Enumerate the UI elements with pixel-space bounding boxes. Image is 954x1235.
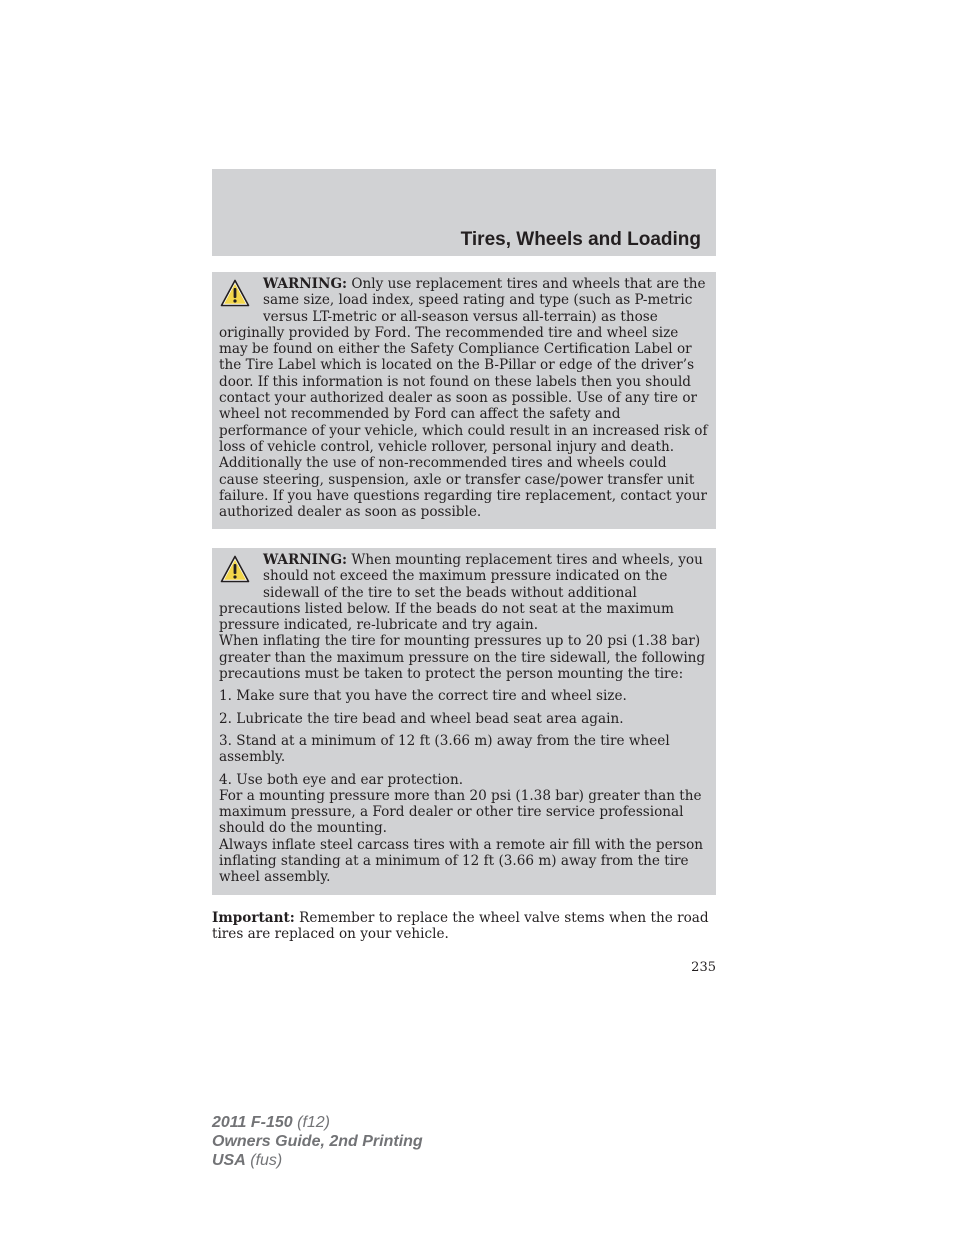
page-number: 235: [691, 960, 716, 975]
document-footer: [212, 1113, 423, 1170]
professional-mounting-note: For a mounting pressure more than 20 psi (1.38 bar) greater than the maximum pressure, a Ford dealer or other tire service professional should do the mounting.: [219, 787, 702, 837]
important-text: Remember to replace the wheel valve stems when the road tires are replaced on your vehicle.: [212, 910, 709, 943]
footer-market: USA: [212, 1152, 246, 1169]
footer-model-code: (f12): [297, 1114, 331, 1131]
precaution-step: 1. Make sure that you have the correct tire and wheel size.: [219, 688, 627, 705]
footer-line-edition: [212, 1132, 423, 1151]
warning-text: [219, 552, 709, 633]
remote-air-fill-note: Always inflate steel carcass tires with a remote air fill with the person inflating standing at a minimum of 12 ft (3.66 m) away from the tire wheel assembly.: [219, 836, 704, 886]
warning-triangle-icon: [220, 555, 250, 585]
precaution-step: 4. Use both eye and ear protection.: [219, 771, 464, 788]
warning-triangle-icon: [220, 279, 250, 309]
section-header-band: [212, 169, 716, 256]
footer-market-code: (fus): [250, 1152, 283, 1169]
important-note: [212, 910, 716, 943]
warning-box-mounting-pressure: [212, 548, 716, 895]
warning-label: WARNING:: [263, 276, 348, 292]
mounting-precautions-intro: When inflating the tire for mounting pressures up to 20 psi (1.38 bar) greater than the maximum pressure on the tire sidewall, the following precautions must be taken to protect the person mounting the tire:: [219, 633, 706, 683]
warning-body: Only use replacement tires and wheels that are the same size, load index, speed rating and type (such as P-metric versus LT-metric or all-season versus all-terrain) as those originally provided by Ford. The recommended tire and wheel size may be found on either the Safety Compliance Certification Label or the Tire Label which is located on the B-Pillar or edge of the driver’s door. If this information is not found on these labels then you should contact your authorized dealer as soon as possible. Use of any tire or wheel not recommended by Ford can affect the safety and performance of your vehicle, which could result in an increased risk of loss of vehicle control, vehicle rollover, personal injury and death. Additionally the use of non-recommended tires and wheels could cause steering, suspension, axle or transfer case/power transfer unit failure. If you have questions regarding tire replacement, contact your authorized dealer as soon as possible.: [219, 276, 708, 521]
warning-text: [219, 276, 709, 520]
precaution-step: 3. Stand at a minimum of 12 ft (3.66 m) away from the tire wheel assembly.: [219, 732, 670, 766]
footer-edition: Owners Guide, 2nd Printing: [212, 1133, 423, 1150]
precaution-step: 2. Lubricate the tire bead and wheel bead seat area again.: [219, 710, 624, 727]
important-label: Important:: [212, 910, 295, 926]
warning-box-replacement-tires: [212, 272, 716, 529]
footer-line-model: [212, 1113, 423, 1132]
warning-label: WARNING:: [263, 552, 348, 568]
warning-body: When mounting replacement tires and wheels, you should not exceed the maximum pressure indicated on the sidewall of the tire to set the beads without additional precautions listed below. If the beads do not seat at the maximum pressure indicated, re-lubricate and try again.: [219, 552, 703, 634]
section-title: Tires, Wheels and Loading: [460, 229, 701, 250]
footer-line-market: [212, 1151, 423, 1170]
footer-model: 2011 F-150: [212, 1114, 293, 1131]
